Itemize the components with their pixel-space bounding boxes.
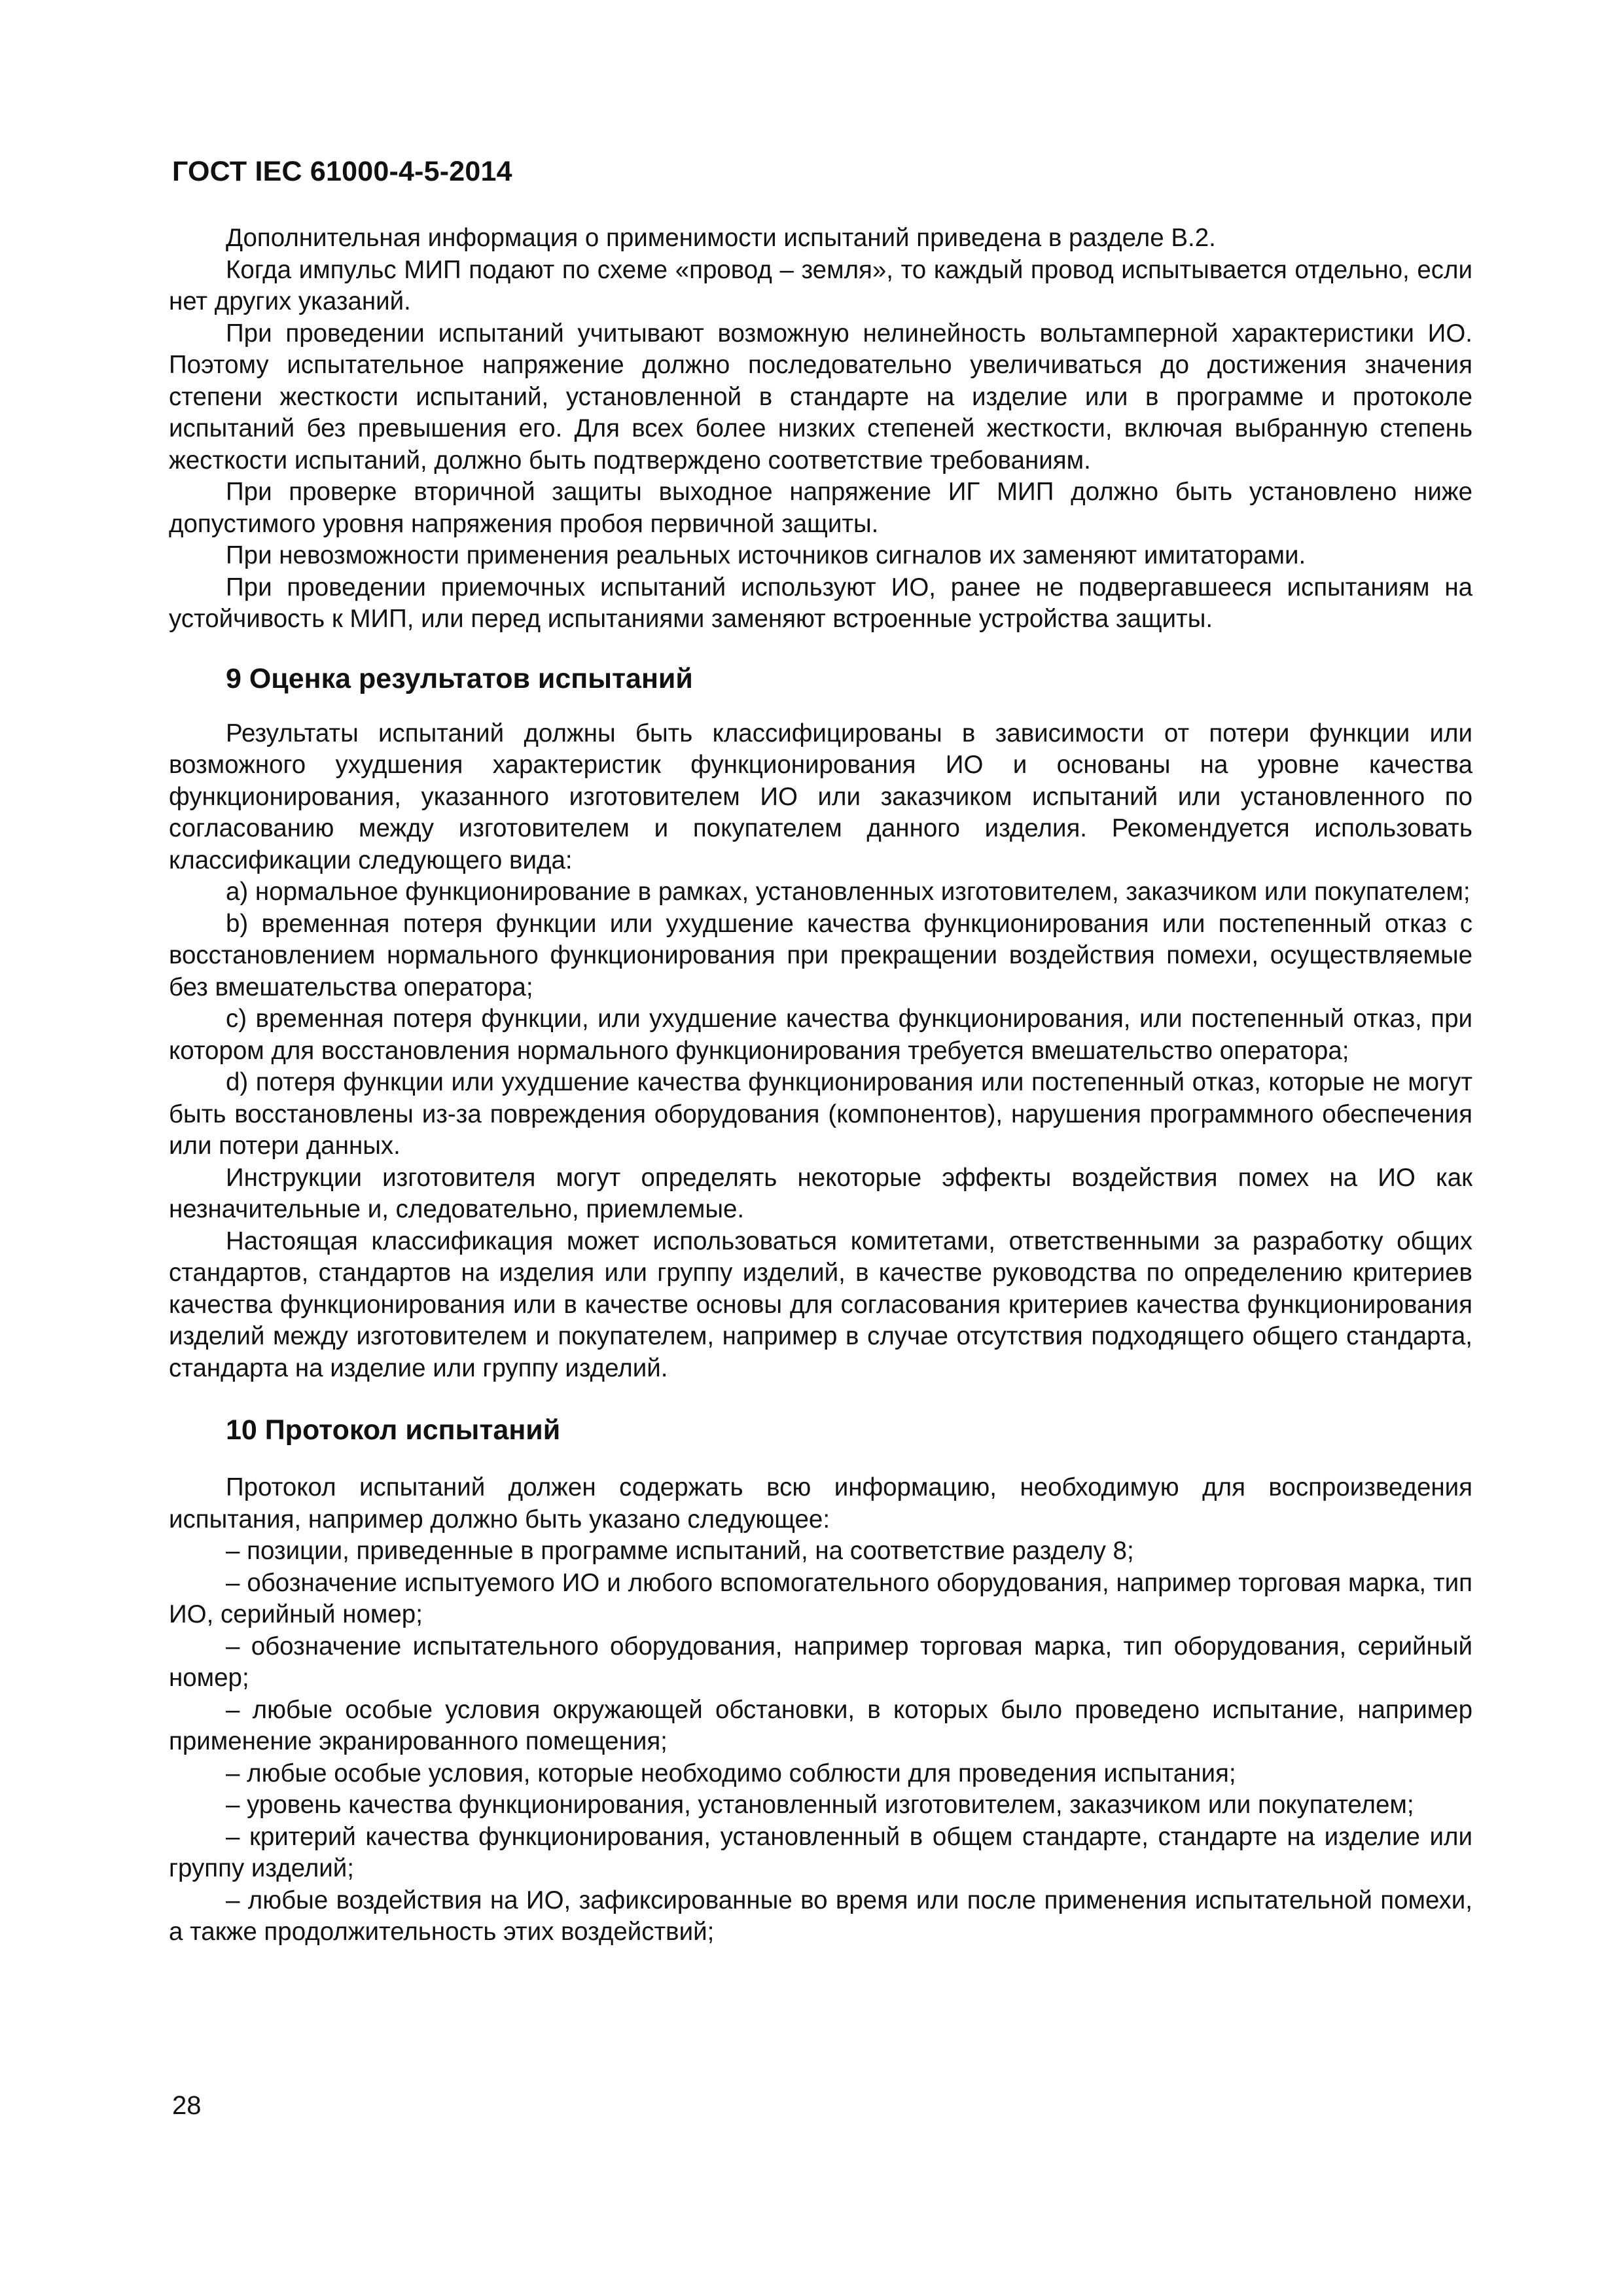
paragraph: Дополнительная информация о применимости испытаний приведена в разделе B.2. <box>226 224 1216 252</box>
page-content <box>169 223 1472 1948</box>
list-item: – любые воздействия на ИО, зафиксированные во время или после применения испытательной помехи, а также продолжительность этих воздействий; <box>169 1886 1472 1946</box>
list-item: a) нормальное функционирование в рамках, установленных изготовителем, заказчиком или покупателем; <box>226 878 1471 906</box>
paragraph: При невозможности применения реальных источников сигналов их заменяют имитаторами. <box>226 541 1306 569</box>
list-item: – обозначение испытательного оборудования, например торговая марка, тип оборудования, серийный номер; <box>169 1632 1472 1692</box>
list-item: – любые особые условия окружающей обстановки, в которых было проведено испытание, например применение экранированного помещения; <box>169 1695 1472 1755</box>
list-item: – уровень качества функционирования, установленный изготовителем, заказчиком или покупателем; <box>226 1791 1414 1819</box>
paragraph: Настоящая классификация может использоваться комитетами, ответственными за разработку общих стандартов, стандартов на изделия или группу изделий, в качестве руководства по определению критериев качества функционирования или в качестве основы для согласования критериев качества функционирования изделий между изготовителем и покупателем, например в случае отсутствия подходящего общего стандарта, стандарта на изделие или группу изделий. <box>169 1227 1472 1382</box>
list-item: d) потеря функции или ухудшение качества функционирования или постепенный отказ, которые не могут быть восстановлены из-за повреждения оборудования (компонентов), нарушения программного обеспечения или потери данных. <box>169 1068 1472 1160</box>
paragraph: При проведении приемочных испытаний используют ИО, ранее не подвергавшееся испытаниям на устойчивость к МИП, или перед испытаниями заменяют встроенные устройства защиты. <box>169 573 1472 633</box>
list-item: – позиции, приведенные в программе испытаний, на соответствие разделу 8; <box>226 1537 1134 1565</box>
list-item: – любые особые условия, которые необходимо соблюсти для проведения испытания; <box>226 1759 1236 1787</box>
paragraph: Когда импульс МИП подают по схеме «провод – земля», то каждый провод испытывается отдельно, если нет других указаний. <box>169 255 1472 315</box>
paragraph: Протокол испытаний должен содержать всю информацию, необходимую для воспроизведения испытания, например должно быть указано следующее: <box>169 1473 1472 1534</box>
list-item: – критерий качества функционирования, установленный в общем стандарте, стандарте на изделие или группу изделий; <box>169 1822 1472 1882</box>
paragraph: При проверке вторичной защиты выходное напряжение ИГ МИП должно быть установлено ниже допустимого уровня напряжения пробоя первичной защиты. <box>169 478 1472 538</box>
list-item: – обозначение испытуемого ИО и любого вспомогательного оборудования, например торговая марка, тип ИО, серийный номер; <box>169 1568 1472 1628</box>
paragraph: При проведении испытаний учитывают возможную нелинейность вольтамперной характеристики ИО. Поэтому испытательное напряжение должно последовательно увеличиваться до достижения значения степени жесткости испытаний, установленной в стандарте на изделие или в программе и протоколе испытаний без превышения его. Для всех более низких степеней жесткости, включая выбранную степень жесткости испытаний, должно быть подтверждено соответствие требованиям. <box>169 319 1472 475</box>
section-heading-9: 9 Оценка результатов испытаний <box>226 662 693 694</box>
paragraph: Инструкции изготовителя могут определять некоторые эффекты воздействия помех на ИО как незначительные и, следовательно, приемлемые. <box>169 1163 1472 1223</box>
list-item: c) временная потеря функции, или ухудшение качества функционирования, или постепенный отказ, при котором для восстановления нормального функционирования требуется вмешательство оператора; <box>169 1005 1472 1065</box>
section-heading-10: 10 Протокол испытаний <box>226 1414 561 1446</box>
document-header: ГОСТ IEC 61000-4-5-2014 <box>172 156 512 187</box>
page-number: 28 <box>172 2091 202 2120</box>
list-item: b) временная потеря функции или ухудшение качества функционирования или постепенный отказ с восстановлением нормального функционирования при прекращении воздействия помехи, осуществляемые без вмешательства оператора; <box>169 909 1472 1001</box>
paragraph: Результаты испытаний должны быть классифицированы в зависимости от потери функции или возможного ухудшения характеристик функционирования ИО и основаны на уровне качества функционирования, указанного изготовителем ИО или заказчиком испытаний или установленного по согласованию между изготовителем и покупателем данного изделия. Рекомендуется использовать классификации следующего вида: <box>169 719 1472 874</box>
